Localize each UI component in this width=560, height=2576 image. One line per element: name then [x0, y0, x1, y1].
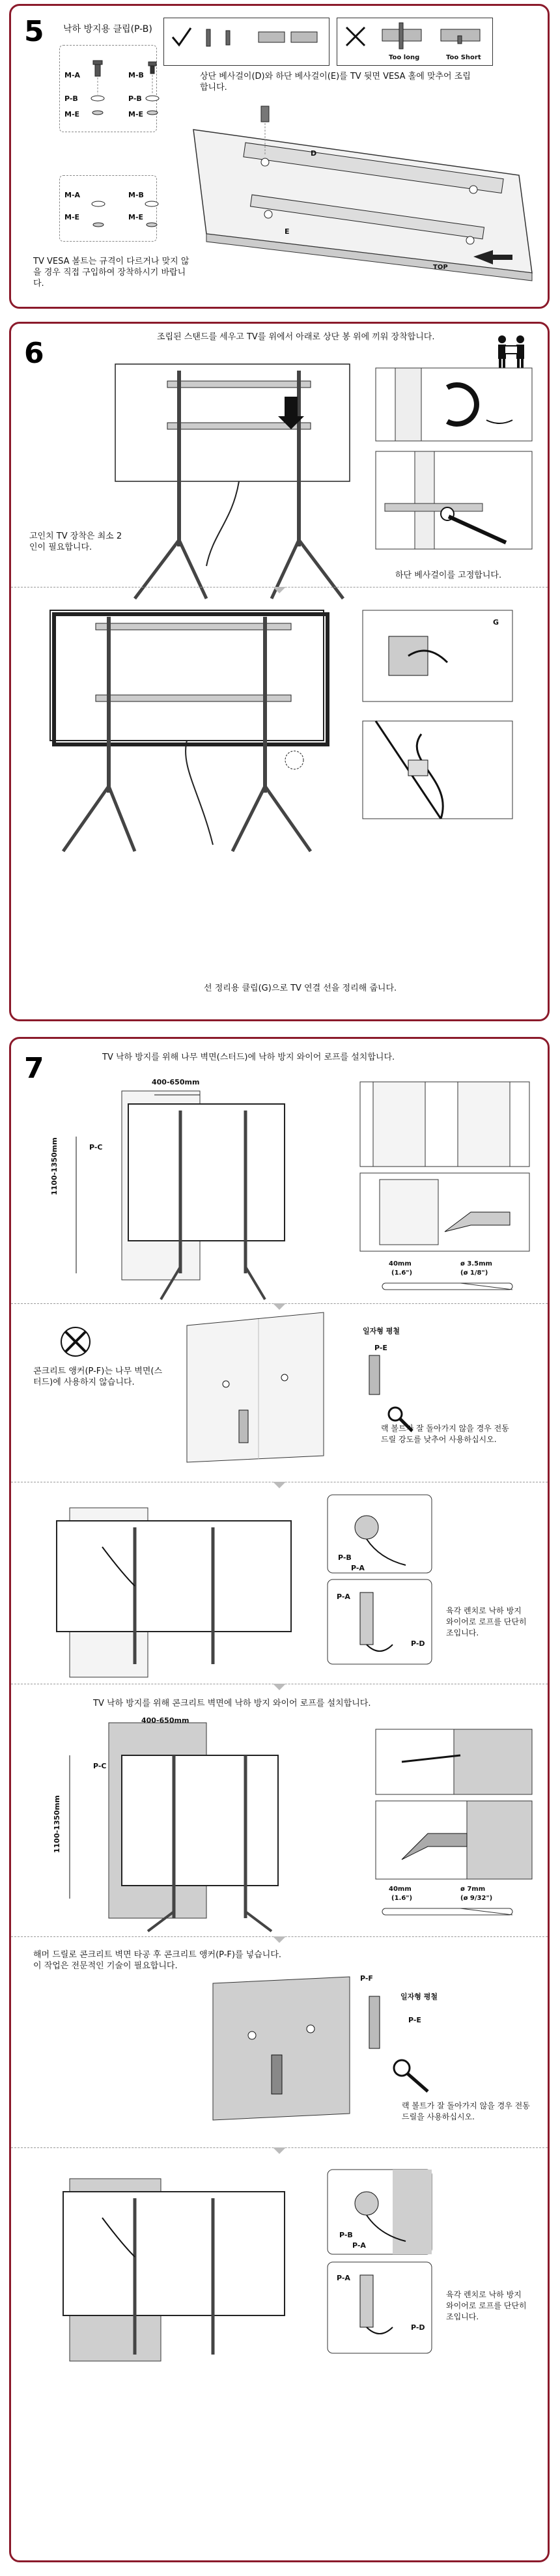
label-m-a: M-A	[64, 71, 81, 79]
step6-divider-chevron	[273, 587, 286, 593]
step5-number: 5	[24, 15, 44, 48]
step5-panel	[9, 4, 550, 309]
cable-clip-detail-illustration	[363, 610, 512, 701]
stand-tv-mount-illustration	[109, 351, 363, 599]
fix-lower-note: 하단 베사걸이를 고정합니다.	[395, 571, 502, 580]
step7-number: 7	[24, 1052, 44, 1085]
label-p-b: P-B	[64, 94, 78, 103]
width-range-concrete: 400-650mm	[141, 1716, 189, 1725]
label-p-a-concrete-2: P-A	[337, 2274, 350, 2282]
screwdriver-icon	[363, 1355, 415, 1434]
label-p-a-concrete: P-A	[352, 2241, 366, 2250]
label-m-b-2: M-B	[128, 191, 144, 199]
clip-detail-illustration	[376, 368, 532, 441]
label-m-e-3: M-E	[64, 213, 80, 221]
check-icon	[170, 25, 193, 49]
drill-bit-illustration	[382, 1281, 519, 1292]
label-m-b: M-B	[128, 71, 144, 79]
label-p-c: P-C	[89, 1143, 103, 1152]
tv-back-illustration	[167, 104, 545, 299]
drill-diameter-inch: (ø 1/8")	[460, 1269, 488, 1277]
wood-wall-drill-illustration	[180, 1312, 389, 1462]
label-m-e-2: M-E	[128, 110, 144, 119]
label-d: D	[311, 149, 317, 158]
label-p-c-concrete: P-C	[93, 1762, 107, 1770]
screwdriver-detail-illustration	[376, 451, 532, 549]
wood-title: TV 낙하 방지를 위해 나무 벽면(스터드)에 낙하 방지 와이어 로프를 설치합니다.	[102, 1053, 395, 1062]
step6-number: 6	[24, 337, 44, 370]
label-m-e-4: M-E	[128, 213, 144, 221]
wrench-note: 육각 렌치로 낙하 방지 와이어로 로프를 단단히 조입니다.	[446, 1606, 527, 1637]
bolt-note-wood: 랙 볼트가 잘 돌아가지 않을 경우 전동 드릴 강도를 낮추어 사용하십시오.	[381, 1424, 509, 1444]
stand-front-illustration	[37, 597, 337, 858]
anchor-warning: 콘크리트 앵커(P-F)는 나무 벽면(스터드)에 사용하지 않습니다.	[33, 1366, 163, 1387]
label-e: E	[285, 227, 290, 236]
label-p-d: P-D	[411, 1639, 425, 1648]
bolt-note-concrete: 랙 볼트가 잘 돌아가지 않을 경우 전동 드릴을 사용하십시오.	[402, 2101, 530, 2121]
step7-divider-3-chevron	[273, 1684, 286, 1690]
step7-divider-1-chevron	[273, 1303, 286, 1310]
too-long-label: Too long	[389, 54, 420, 61]
height-range-concrete: 1100-1350mm	[53, 1795, 61, 1853]
step5-lower-screws-illustration	[59, 175, 157, 242]
cross-icon	[344, 25, 367, 48]
label-m-e: M-E	[64, 110, 80, 119]
label-p-b-concrete: P-B	[339, 2231, 353, 2239]
wrench-note-concrete: 육각 렌치로 낙하 방지 와이어로 로프를 단단히 조입니다.	[446, 2290, 527, 2321]
hammer-note: 해머 드릴로 콘크리트 벽면 타공 후 콘크리트 앵커(P-F)를 넣습니다. 이 작업은 전문적인 기술이 필요합니다.	[33, 1950, 282, 1971]
two-person-icon	[493, 333, 529, 369]
label-p-b-2: P-B	[128, 94, 142, 103]
clip-rope-detail-concrete-illustration	[328, 2170, 432, 2254]
label-p-f: P-F	[360, 1974, 373, 1983]
step7-divider-5-chevron	[273, 2147, 286, 2154]
step7-panel	[9, 1037, 550, 2562]
flat-driver-label: 일자형 평철	[363, 1327, 400, 1335]
label-g: G	[493, 618, 499, 627]
cable-note: 선 정리용 클립(G)으로 TV 연결 선을 정리해 줍니다.	[204, 984, 397, 993]
concrete-title: TV 낙하 방지를 위해 콘크리트 벽면에 낙하 방지 와이어 로프를 설치합니다.	[93, 1699, 371, 1708]
stud-detail-illustration	[360, 1082, 529, 1251]
two-person-note: 고인치 TV 장착은 최소 2인이 필요합니다.	[29, 531, 122, 552]
drill-length-inch-concrete: (1.6")	[391, 1895, 413, 1902]
cable-detail-illustration	[363, 721, 512, 819]
label-p-a-rope: P-A	[351, 1564, 365, 1572]
step5-title: 낙하 방지용 클립(P-B)	[63, 24, 152, 35]
step5-vesa-note: TV VESA 볼트는 규격이 다르거나 맞지 않을 경우 직접 구입하여 장착하시기 바랍니다.	[33, 257, 189, 289]
correct-screws-illustration	[200, 25, 324, 59]
concrete-wall-anchor-illustration	[206, 1977, 363, 2120]
label-p-e-concrete: P-E	[408, 2016, 421, 2024]
drill-length-concrete: 40mm	[389, 1886, 412, 1893]
incorrect-screws-illustration	[376, 23, 486, 51]
drill-diameter: ø 3.5mm	[460, 1260, 492, 1267]
wood-wall-stand-illustration	[50, 1078, 337, 1299]
label-p-a-2: P-A	[337, 1592, 350, 1601]
width-range: 400-650mm	[152, 1078, 200, 1086]
label-p-e: P-E	[374, 1344, 387, 1352]
drill-length: 40mm	[389, 1260, 412, 1267]
label-p-d-concrete: P-D	[411, 2323, 425, 2332]
wood-wire-stand-illustration	[44, 1495, 317, 1677]
step7-divider-4-chevron	[273, 1936, 286, 1943]
step5-screws-illustration	[59, 45, 157, 132]
drill-length-inch: (1.6")	[391, 1269, 413, 1277]
anchor-prohibited-icon	[59, 1325, 92, 1358]
step5-description: 상단 베사걸이(D)와 하단 베사걸이(E)를 TV 뒷면 VESA 홀에 맞추어 조립합니다.	[200, 72, 471, 92]
concrete-wall-stand-illustration	[50, 1716, 337, 1931]
label-p-b-rope: P-B	[338, 1553, 352, 1562]
too-short-label: Too Short	[446, 54, 481, 61]
top-label: TOP	[433, 264, 448, 271]
step6-instruction: 조립된 스탠드를 세우고 TV를 위에서 아래로 상단 봉 위에 끼워 장착합니다.	[157, 332, 435, 342]
label-m-a-2: M-A	[64, 191, 81, 199]
step7-divider-2-chevron	[273, 1482, 286, 1488]
drill-diameter-inch-concrete: (ø 9/32")	[460, 1895, 493, 1902]
flat-driver-label-concrete: 일자형 평철	[400, 1992, 438, 2001]
drill-bit-concrete-illustration	[382, 1906, 519, 1917]
concrete-wire-stand-illustration	[44, 2166, 317, 2361]
step6-panel	[9, 322, 550, 1021]
drill-diameter-concrete: ø 7mm	[460, 1886, 486, 1893]
concrete-drill-detail-illustration	[376, 1729, 532, 1879]
height-range: 1100-1350mm	[50, 1137, 59, 1195]
screwdriver-concrete-icon	[363, 1996, 441, 2094]
